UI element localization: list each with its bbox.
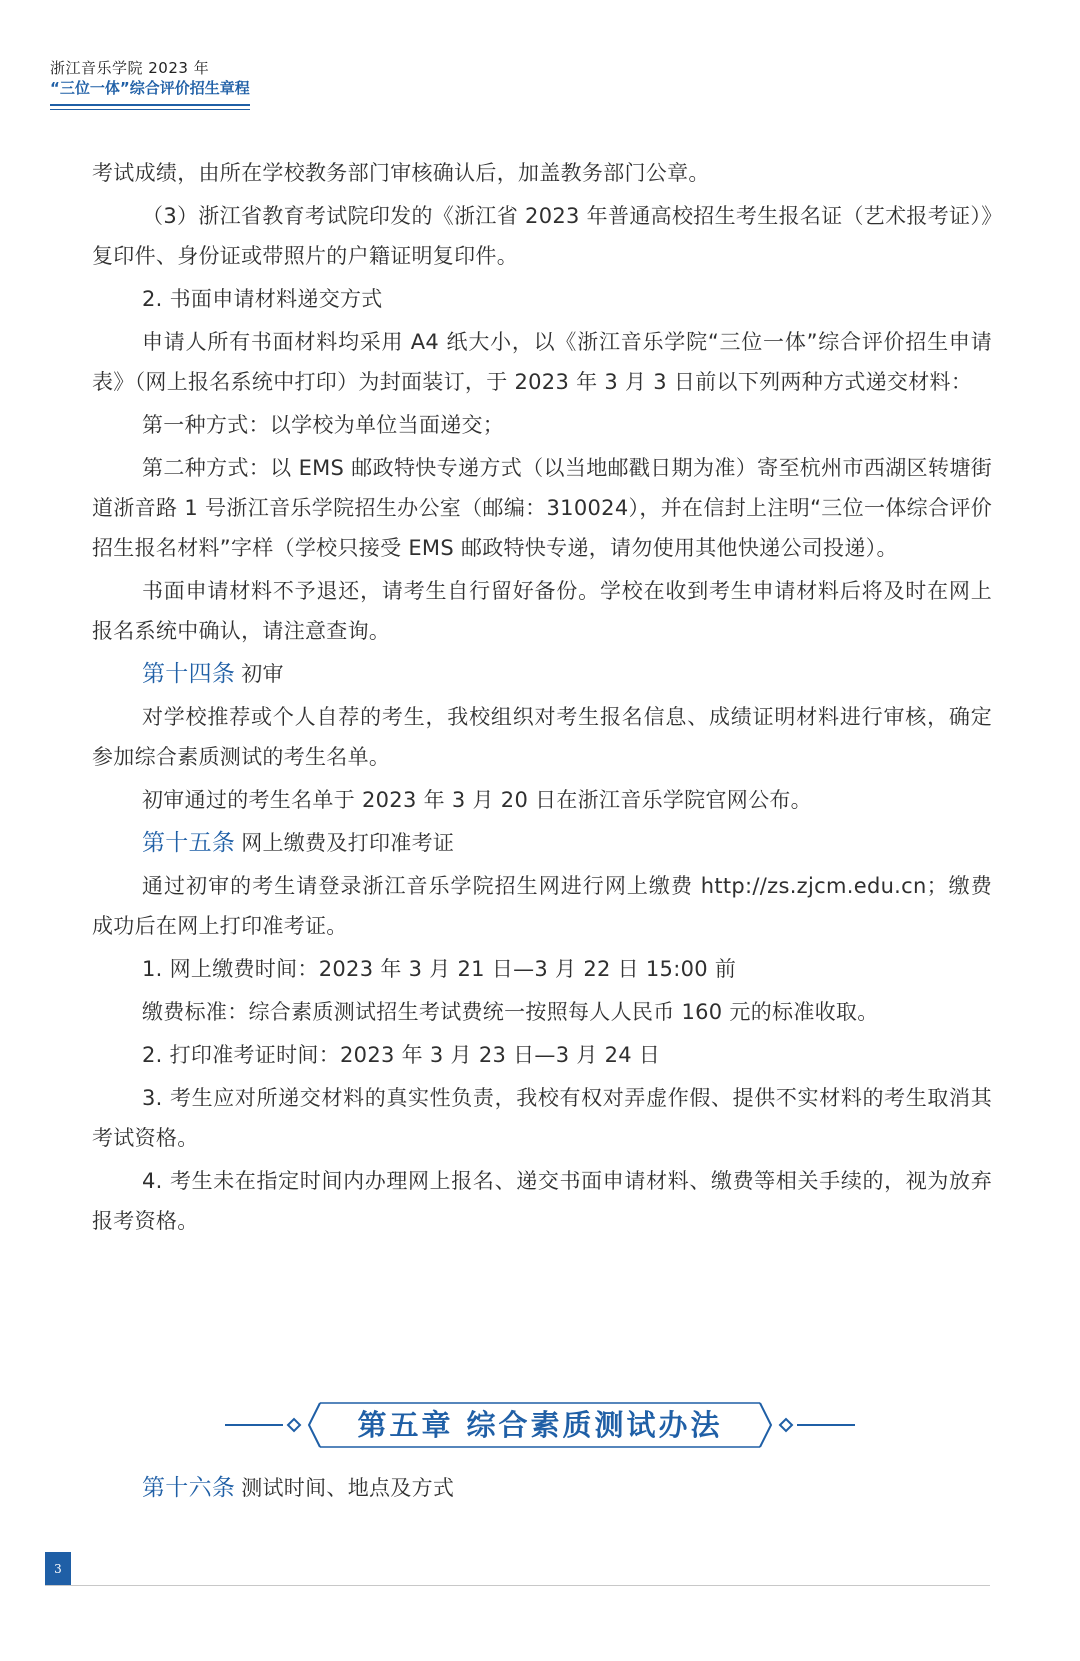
paragraph: 第一种方式：以学校为单位当面递交； — [142, 413, 505, 437]
paragraph: 3. 考生应对所递交材料的真实性负责，我校有权对弄虚作假、提供不实材料的考生取消其考试资格。 — [92, 1086, 992, 1150]
page-header — [50, 58, 260, 110]
paragraph: 1. 网上缴费时间：2023 年 3 月 21 日—3 月 22 日 15:00 前 — [142, 957, 737, 981]
page-number: 3 — [45, 1552, 71, 1586]
chapter-title: 第五章 综合素质测试办法 — [357, 1408, 723, 1442]
paragraph: 缴费标准：综合素质测试招生考试费统一按照每人人民币 160 元的标准收取。 — [142, 1000, 879, 1024]
article-label: 第十五条 — [142, 830, 236, 856]
header-school-year: 浙江音乐学院 2023 年 — [50, 59, 210, 77]
paragraph: 2. 打印准考证时间：2023 年 3 月 23 日—3 月 24 日 — [142, 1043, 661, 1067]
article-title: 网上缴费及打印准考证 — [241, 831, 455, 855]
chapter-banner — [225, 1400, 855, 1450]
footer-rule — [45, 1585, 990, 1586]
article-title: 初审 — [241, 662, 284, 686]
paragraph: 通过初审的考生请登录浙江音乐学院招生网进行网上缴费 http://zs.zjcm.edu.cn；缴费成功后在网上打印准考证。 — [92, 874, 992, 938]
article-label: 第十四条 — [142, 661, 236, 687]
header-rule-thick — [50, 104, 250, 106]
sub-heading: 2. 书面申请材料递交方式 — [142, 287, 383, 311]
header-rule-thin — [50, 109, 250, 110]
paragraph: 4. 考生未在指定时间内办理网上报名、递交书面申请材料、缴费等相关手续的，视为放弃报考资格。 — [92, 1169, 992, 1233]
paragraph: 第二种方式：以 EMS 邮政特快专递方式（以当地邮戳日期为准）寄至杭州市西湖区转塘街道浙音路 1 号浙江音乐学院招生办公室（邮编：310024），并在信封上注明“三位一体综合评价招生报名材料”字样（学校只接受 EMS 邮政特快专递，请勿使用其他快递公司投递）。 — [92, 456, 992, 560]
article-heading-16 — [142, 1468, 454, 1508]
paragraph: 申请人所有书面材料均采用 A4 纸大小，以《浙江音乐学院“三位一体”综合评价招生申请表》（网上报名系统中打印）为封面装订，于 2023 年 3 月 3 日前以下列两种方式递交材料： — [92, 330, 992, 394]
article-title: 测试时间、地点及方式 — [241, 1476, 455, 1500]
paragraph: 书面申请材料不予退还，请考生自行留好备份。学校在收到考生申请材料后将及时在网上报名系统中确认，请注意查询。 — [92, 579, 992, 643]
paragraph: 考试成绩，由所在学校教务部门审核确认后，加盖教务部门公章。 — [92, 161, 710, 185]
paragraph: 初审通过的考生名单于 2023 年 3 月 20 日在浙江音乐学院官网公布。 — [142, 788, 812, 812]
article-label: 第十六条 — [142, 1475, 236, 1501]
article-heading-14 — [92, 654, 992, 694]
main-content — [92, 153, 992, 1244]
paragraph: （3）浙江省教育考试院印发的《浙江省 2023 年普通高校招生考生报名证（艺术报考证）》复印件、身份证或带照片的户籍证明复印件。 — [92, 204, 992, 268]
header-document-title: “三位一体”综合评价招生章程 — [50, 79, 250, 97]
article-heading-15 — [92, 823, 992, 863]
paragraph: 对学校推荐或个人自荐的考生，我校组织对考生报名信息、成绩证明材料进行审核，确定参加综合素质测试的考生名单。 — [92, 705, 992, 769]
